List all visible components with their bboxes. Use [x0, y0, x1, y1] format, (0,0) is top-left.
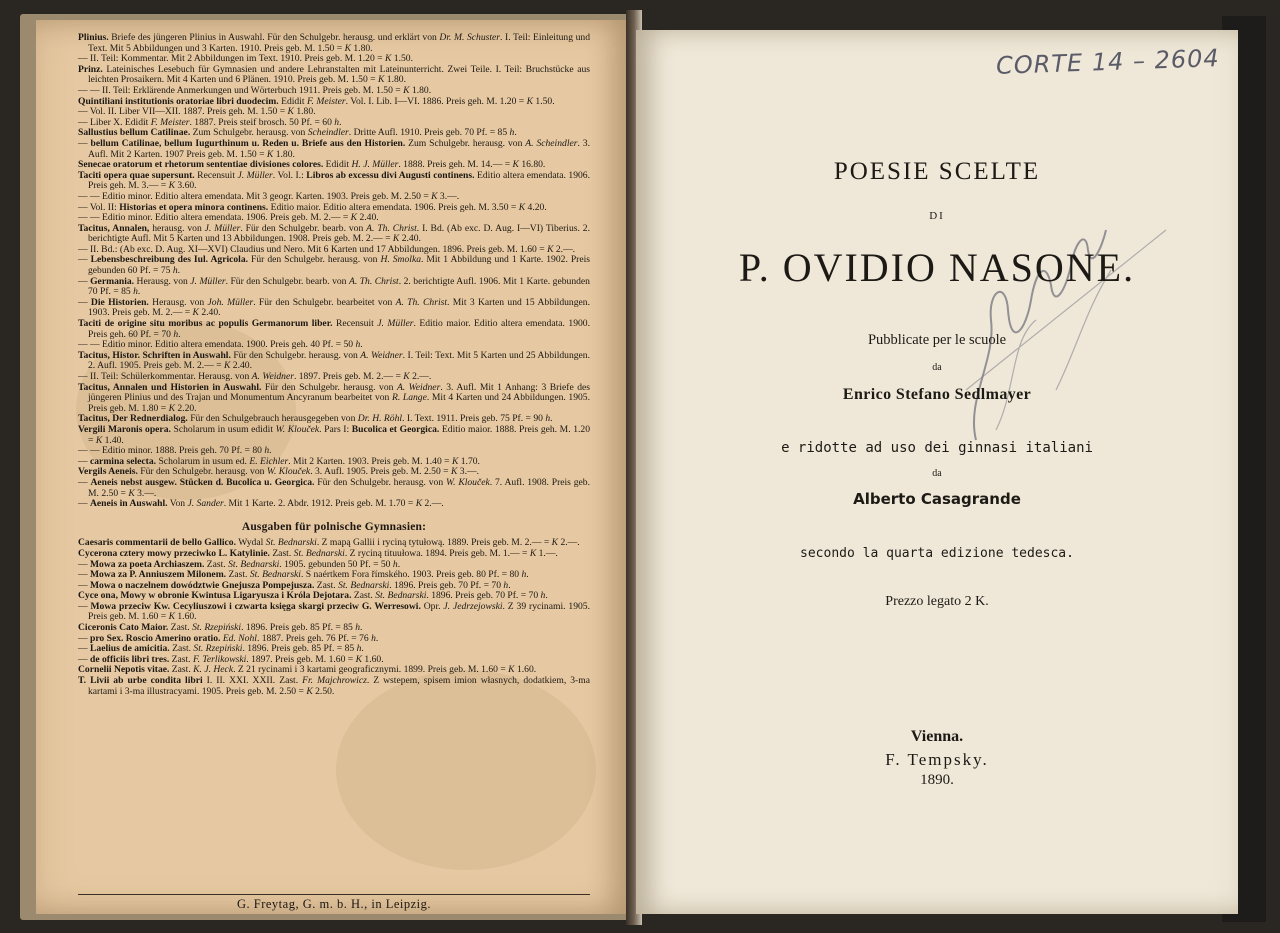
catalog-entry: — Mowa o naczelnem dowództwie Gnejusza Pompejusza. Zast. St. Bednarski. 1896. Preis geb. 70 Pf. = 70 h. [78, 579, 511, 591]
catalog-entry: — — Editio minor. Editio altera emendata. 1900. Preis geh. 40 Pf. = 50 h. [78, 339, 363, 351]
catalog-entry: — Vol. II: Historias et opera minora continens. Editio maior. Editio altera emendata. 1906. Preis geh. M. 3.50 = K 4.20. [78, 201, 547, 213]
catalog-entry: — de officiis libri tres. Zast. F. Terlikowski. 1897. Preis geb. M. 1.60 = K 1.60. [78, 653, 384, 665]
catalog-entry: — II. Bd.: (Ab exc. D. Aug. XI—XVI) Claudius und Nero. Mit 6 Karten und 17 Abbildungen. 1896. Preis geb. M. 1.60 = K 2.—. [78, 243, 576, 255]
catalog-entry: Senecae oratorum et rhetorum sententiae divisiones colores. Edidit H. J. Müller. 1888. Preis geh. M. 14.— = K 16.80. [78, 159, 546, 171]
catalog-entry: — Mowa przeciw Kw. Cecyliuszowi i czwarta księga skargi przeciw G. Werresowi. Opr. J. Jedrzejowski. Z 39 rycinami. 1905. Preis geb. M. 1.60 = K 1.60. [78, 600, 590, 623]
catalog-entry: — Lebensbeschreibung des Iul. Agricola. Für den Schulgebr. herausg. von H. Smolka. Mit 1 Abbildung und 1 Karte. 1902. Preis gebunden 60 Pf. = 75 h. [78, 254, 591, 277]
catalog-entry: Taciti de origine situ moribus ac populis Germanorum liber. Recensuit J. Müller. Editio maior. Editio altera emendata. 1900. Preis geh. 60 Pf. = 70 h. [78, 318, 590, 340]
catalog-entry: — bellum Catilinae, bellum Iugurthinum u. Reden u. Briefe aus den Historien. Zum Schulgebr. herausg. von A. Scheindler. 3. Aufl. Mit 2 Karten. 1907 Preis geb. M. 1.50 = K 1.80. [78, 137, 590, 160]
handwritten-note: CORTE 14 – 2604 [995, 44, 1221, 80]
publisher-name: F. Tempsky. [885, 750, 989, 769]
catalog-entry: Cornelii Nepotis vitae. Zast. K. J. Heck. Z 21 rycinami i 3 kartami geograficznymi. 1899. Preis geb. M. 1.60 = K 1.60. [78, 664, 537, 676]
catalog-entry: — — Editio minor. Editio altera emendata. Mit 3 geogr. Karten. 1903. Preis geb. M. 2.50 = K 3.—. [78, 190, 460, 202]
paper-stain [336, 670, 596, 870]
publisher-catalog [78, 33, 590, 697]
da-label: da [932, 362, 942, 373]
title-di: DI [929, 210, 945, 222]
publisher-footer: G. Freytag, G. m. b. H., in Leipzig. [78, 894, 590, 912]
title-page [636, 30, 1238, 914]
catalog-entry: — II. Teil: Schülerkommentar. Herausg. von A. Weidner. 1897. Preis geb. M. 2.— = K 2.—. [78, 371, 432, 382]
catalog-entry: — Mowa za poeta Archiaszem. Zast. St. Bednarski. 1905. gebunden 50 Pf. = 50 h. [78, 558, 401, 570]
catalog-entry: Prinz. Lateinisches Lesebuch für Gymnasien und andere Lehranstalten mit Lateinunterricht. Zwei Teile. I. Teil: Bruchstücke aus leichten Prosaikern. Mit 4 Karten und 6 Plänen. 1910. Preis geb. M. 1.50 = K 1.80. [78, 63, 590, 86]
catalog-entry: — — Editio minor. 1888. Preis geh. 70 Pf. = 80 h. [78, 445, 272, 457]
polish-catalog-entries [78, 538, 590, 697]
catalog-entries [78, 33, 590, 510]
catalog-entry: Cyce ona, Mowy w obronie Kwintusa Ligaryusza i Króla Dejotara. Zast. St. Bednarski. 1896. Preis geb. 70 Pf. = 70 h. [78, 590, 548, 602]
catalog-entry: — pro Sex. Roscio Amerino oratio. Ed. Nohl. 1887. Preis geh. 76 Pf. = 76 h. [78, 632, 379, 644]
catalog-entry: Ciceronis Cato Maior. Zast. St. Rzepiński. 1896. Preis geb. 85 Pf. = 85 h. [78, 622, 363, 634]
catalog-entry: — Liber X. Edidit F. Meister. 1887. Preis steif brosch. 50 Pf. = 60 h. [78, 116, 342, 128]
price-line: Prezzo legato 2 K. [885, 594, 989, 609]
publication-year: 1890. [920, 772, 954, 788]
catalog-entry: Vergili Maronis opera. Scholarum in usum edidit W. Klouček. Pars I: Bucolica et Georgica. Editio maior. 1888. Preis geh. M. 1.20 = K 1.40. [78, 423, 591, 446]
catalog-entry: — Die Historien. Herausg. von Joh. Müller. Für den Schulgebr. bearbeitet von A. Th. Christ. Mit 3 Karten und 15 Abbildungen. 1903. Preis geb. M. 2.— = K 2.40. [78, 296, 590, 319]
book-title: POESIE SCELTE [833, 158, 1041, 185]
section-heading: Ausgaben für polnische Gymnasien: [241, 520, 427, 533]
editor-name: Enrico Stefano Sedlmayer [842, 386, 1032, 403]
reduced-line: e ridotte ad uso dei ginnasi italiani [781, 440, 1093, 456]
book-author: P. OVIDIO NASONE. [738, 245, 1136, 290]
catalog-entry: Taciti opera quae supersunt. Recensuit J. Müller. Vol. I.: Libros ab excessu divi Augusti continens. Editio altera emendata. 1906. Preis geh. M. 3.— = K 3.60. [78, 169, 590, 192]
catalog-entry: — Laelius de amicitia. Zast. St. Rzepiński. 1896. Preis geb. 85 Pf. = 85 h. [78, 643, 364, 655]
catalog-entry: — Germania. Herausg. von J. Müller. Für den Schulgebr. bearb. von A. Th. Christ. 2. berichtigte Aufl. 1906. Mit 1 Karte. gebunden 70 Pf. = 85 h. [78, 275, 590, 298]
catalog-entry: — — Editio minor. Editio altera emendata. 1906. Preis geb. M. 2.— = K 2.40. [78, 212, 379, 224]
catalog-entry: Tacitus, Annalen und Historien in Auswahl. Für den Schulgebr. herausg. von A. Weidner. 3. Aufl. Mit 1 Anhang: 3 Briefe des jüngeren Plinius und des Trajan und Monumentum Ancyranum bearbeitet von R. Lange. Mit 4 Karten und 24 Abbildungen. 1905. Preis geb. M. 1.80 = K 2.20. [78, 381, 590, 414]
catalog-entry: Tacitus, Der Rednerdialog. Für den Schulgebrauch herausgegeben von Dr. H. Röhl. I. Text. 1911. Preis geb. 75 Pf. = 90 h. [78, 413, 553, 425]
catalog-entry: Quintiliani institutionis oratoriae libri duodecim. Edidit F. Meister. Vol. I. Lib. I—VI. 1886. Preis geh. M. 1.20 = K 1.50. [78, 95, 555, 107]
publication-city: Vienna. [910, 728, 964, 745]
catalog-entry: Tacitus, Annalen, herausg. von J. Müller. Für den Schulgebr. bearb. von A. Th. Christ. I. Bd. (Ab exc. D. Aug. I—VI) Tiberius. 2. berichtigte Aufl. Mit 5 Karten und 13 Abbildungen. 1908. Preis geb. M. 2.— = K 2.40. [78, 222, 590, 245]
catalog-entry: Vergils Aeneis. Für den Schulgebr. herausg. von W. Klouček. 3. Aufl. 1905. Preis geb. M. 2.50 = K 3.—. [78, 466, 479, 478]
catalog-entry: Caesaris commentarii de bello Gallico. Wydal St. Bednarski. Z mapą Gallii i ryciną tytułową. 1889. Preis geb. M. 2.— = K 2.—. [78, 537, 580, 549]
translator-name: Alberto Casagrande [853, 490, 1021, 508]
catalog-entry: — Aeneis in Auswahl. Von J. Sander. Mit 1 Karte. 2. Abdr. 1912. Preis geb. M. 1.70 = K 2.—. [78, 498, 444, 510]
catalog-entry: Plinius. Briefe des jüngeren Plinius in Auswahl. Für den Schulgebr. herausg. und erklärt von Dr. M. Schuster. I. Teil: Einleitung und Text. Mit 5 Abbildungen und 3 Karten. 1910. Preis geb. M. 1.50 = K 1.80. [78, 32, 591, 54]
catalog-entry: — II. Teil: Kommentar. Mit 2 Abbildungen im Text. 1910. Preis geb. M. 1.20 = K 1.50. [78, 53, 413, 65]
pencil-signature-icon [936, 190, 1176, 460]
catalog-entry: Tacitus, Histor. Schriften in Auswahl. Für den Schulgebr. herausg. von A. Weidner. I. Teil: Text. Mit 5 Karten und 25 Abbildungen. 2. Aufl. 1905. Preis geb. M. 2.— = K 2.40. [78, 349, 591, 372]
da-label: da [932, 468, 942, 479]
catalog-entry: — Vol. II. Liber VII—XII. 1887. Preis geh. M. 1.50 = K 1.80. [78, 106, 316, 118]
catalog-entry: Sallustius bellum Catilinae. Zum Schulgebr. herausg. von Scheindler. Dritte Aufl. 1910. Preis geb. 70 Pf. = 85 h. [78, 127, 517, 139]
published-for: Pubblicate per le scuole [867, 332, 1007, 348]
catalog-entry: Cycerona cztery mowy przeciwko L. Katylinie. Zast. St. Bednarski. Z ryciną tituułowa. 1894. Preis geb. M. 1.— = K 1.—. [78, 547, 558, 559]
catalog-entry: — carmina selecta. Scholarum in usum ed. E. Eichler. Mit 2 Karten. 1903. Preis geb. M. 1.40 = K 1.70. [78, 455, 480, 467]
catalog-entry: — — II. Teil: Erklärende Anmerkungen und Wörterbuch 1911. Preis geb. M. 1.50 = K 1.80. [78, 84, 432, 96]
catalog-entry: T. Livii ab urbe condita libri I. II. XXI. XXII. Zast. Fr. Majchrowicz. Z wstepem, spisem imion własnych, dodatkiem, 3-ma kartami i 3-ma illustracyami. 1905. Preis geb. M. 2.50 = K 2.50. [78, 675, 590, 697]
catalog-entry: — Aeneis nebst ausgew. Stücken d. Bucolica u. Georgica. Für den Schulgebr. herausg. von W. Klouček. 7. Aufl. 1908. Preis geb. M. 2.50 = K 3.—. [78, 476, 590, 499]
catalog-entry: — Mowa za P. Anniuszem Milonem. Zast. St. Bednarski. S naértkem Fora římského. 1903. Preis geb. 80 Pf. = 80 h. [78, 569, 529, 581]
edition-line: secondo la quarta edizione tedesca. [800, 546, 1074, 561]
